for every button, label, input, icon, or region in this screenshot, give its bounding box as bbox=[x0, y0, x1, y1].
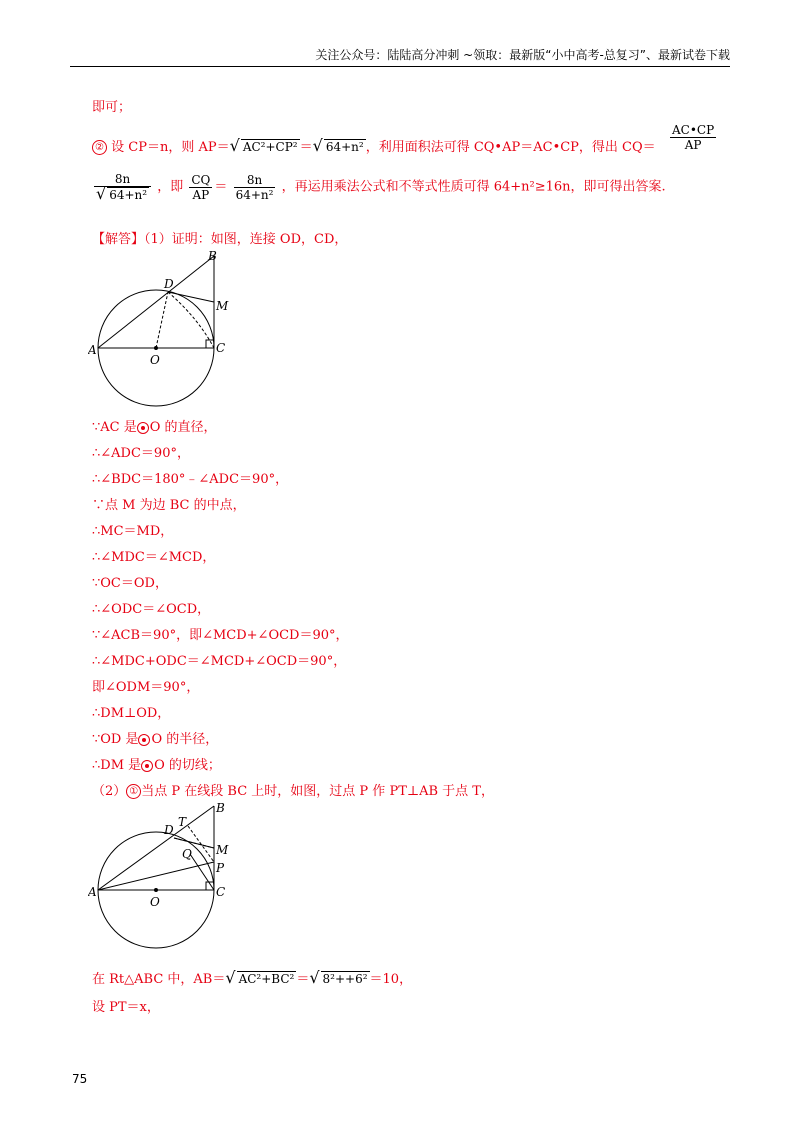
label-D: D bbox=[164, 277, 174, 291]
page-number: 75 bbox=[72, 1072, 88, 1086]
text-line: ∵OD 是 O 的半径， bbox=[92, 732, 219, 747]
circled-number: ② bbox=[92, 140, 107, 155]
text-line: ∴∠BDC＝180°﹣∠ADC＝90°， bbox=[92, 472, 289, 487]
text-line: 即∠ODM＝90°， bbox=[92, 680, 200, 695]
fraction: $\frac{8n}{\text{64+n²}}$ bbox=[235, 172, 274, 202]
label-B: B bbox=[216, 801, 225, 815]
text-line: ∴∠ADC＝90°， bbox=[92, 446, 190, 461]
label-O: O bbox=[150, 895, 160, 909]
fraction: $\frac{8n}{\text{√ 64+n²}}$ bbox=[94, 172, 151, 202]
label-M: M bbox=[216, 299, 229, 313]
label-T: T bbox=[178, 815, 187, 829]
text-line: ∴∠MDC+ODC＝∠MCD+∠OCD＝90°， bbox=[92, 654, 347, 669]
label-C: C bbox=[216, 341, 226, 355]
label-P: P bbox=[216, 861, 225, 875]
page-header: 关注公众号：陆陆高分冲刺 ~领取：最新版“小中高考-总复习”、最新试卷下载 bbox=[70, 44, 730, 67]
text-line: ∴MC＝MD， bbox=[92, 524, 174, 539]
label-M: M bbox=[216, 843, 229, 857]
text-line: 设 PT＝x， bbox=[92, 1000, 160, 1015]
label-O: O bbox=[150, 353, 160, 367]
label-B: B bbox=[208, 249, 217, 263]
text-line: ② 设 CP＝n，则 AP＝√ AC²+CP² ＝√ 64+n² ，利用面积法可得 CQ•AP＝AC•CP，得出 CQ＝ bbox=[92, 136, 656, 155]
text-line: ∵OC＝OD， bbox=[92, 576, 168, 591]
text-line: ∴DM⊥OD， bbox=[92, 706, 171, 721]
text-line: ∴∠ODC＝∠OCD， bbox=[92, 602, 211, 617]
fraction: $\frac{AC•CP}{AP}$ bbox=[672, 123, 715, 152]
text-line: ∵AC 是 O 的直径， bbox=[92, 420, 217, 435]
label-A: A bbox=[88, 343, 97, 357]
text-line: ∵点 M 为边 BC 的中点， bbox=[92, 498, 246, 513]
label-D: D bbox=[164, 823, 174, 837]
geometry-figure-1 bbox=[88, 248, 248, 408]
answer-heading: 【解答】（1）证明：如图，连接 OD，CD， bbox=[92, 232, 348, 247]
text-line: ∴∠MDC＝∠MCD， bbox=[92, 550, 216, 565]
text-line: $\frac{8n}{\text{√ 64+n²}}$ ，即 $\frac{CQ}{AP}$ ＝ $\frac{8n}{\text{64+n²}}$ ，再运用乘法公式和不等式性质可得 64+n²≥16n，即可得出答案. bbox=[96, 172, 666, 203]
label-Q: Q bbox=[182, 847, 192, 861]
geometry-figure-2 bbox=[88, 800, 248, 960]
text-line: ∵∠ACB＝90°，即∠MCD+∠OCD＝90°， bbox=[92, 628, 349, 643]
label-C: C bbox=[216, 885, 226, 899]
text-line: ∴DM 是 O 的切线； bbox=[92, 758, 221, 773]
text-line: 即可； bbox=[92, 100, 132, 115]
fraction: $\frac{CQ}{AP}$ bbox=[191, 172, 211, 202]
text-line: （2） ① 当点 P 在线段 BC 上时，如图，过点 P 作 PT⊥AB 于点 T， bbox=[92, 784, 494, 799]
text-line: 在 Rt△ABC 中，AB＝√ AC²+BC² ＝√ 8²++6² ＝10， bbox=[92, 968, 413, 987]
label-A: A bbox=[88, 885, 97, 899]
